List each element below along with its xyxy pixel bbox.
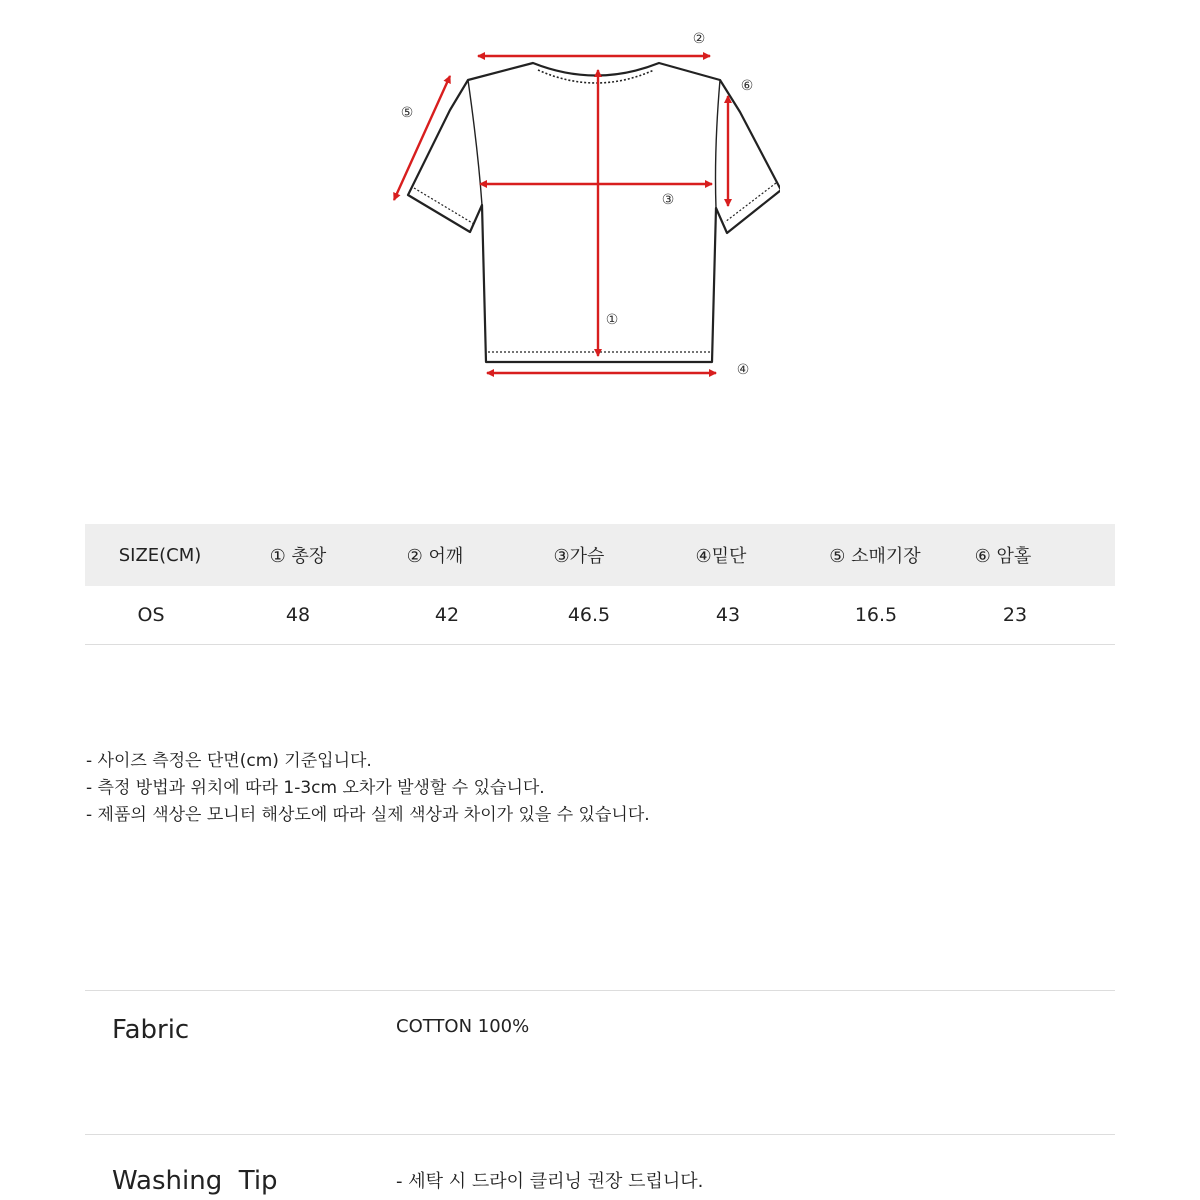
header-sleeve-length: ⑤ 소매기장 — [829, 546, 921, 567]
note-line: - 사이즈 측정은 단면(cm) 기준입니다. — [86, 751, 372, 771]
marker-3: ③ — [661, 192, 675, 208]
header-shoulder: ② 어깨 — [406, 546, 464, 567]
marker-6: ⑥ — [740, 78, 754, 94]
marker-4: ④ — [736, 362, 750, 378]
header-hem: ④밑단 — [695, 546, 747, 567]
note-line: - 측정 방법과 위치에 따라 1-3cm 오차가 발생할 수 있습니다. — [86, 778, 545, 798]
divider — [85, 990, 1115, 991]
tshirt-measurement-diagram — [380, 20, 780, 410]
size-table — [85, 524, 1115, 645]
tshirt-outline — [408, 63, 780, 362]
fabric-label: Fabric — [112, 1015, 190, 1045]
cell-sleeve-length: 16.5 — [854, 604, 898, 626]
marker-5: ⑤ — [400, 105, 414, 121]
size-table-header — [85, 524, 1115, 586]
table-row — [85, 586, 1115, 645]
cell-shoulder: 42 — [434, 604, 460, 626]
cell-armhole: 23 — [1002, 604, 1028, 626]
washing-value: - 세탁 시 드라이 클리닝 권장 드립니다. — [396, 1171, 704, 1192]
cell-total-length: 48 — [285, 604, 311, 626]
header-armhole: ⑥ 암홀 — [974, 546, 1032, 567]
header-chest: ③가슴 — [553, 546, 605, 567]
marker-1: ① — [605, 312, 619, 328]
washing-label: Washing Tip — [112, 1166, 278, 1196]
note-line: - 제품의 색상은 모니터 해상도에 따라 실제 색상과 차이가 있을 수 있습니다. — [86, 805, 650, 825]
cell-size: OS — [137, 604, 165, 626]
size-notes — [86, 748, 650, 829]
cell-chest: 46.5 — [567, 604, 611, 626]
marker-2: ② — [692, 31, 706, 47]
divider — [85, 1134, 1115, 1135]
cell-hem: 43 — [715, 604, 741, 626]
header-total-length: ① 총장 — [269, 546, 327, 567]
fabric-value: COTTON 100% — [396, 1016, 530, 1037]
header-size: SIZE(CM) — [118, 544, 202, 566]
